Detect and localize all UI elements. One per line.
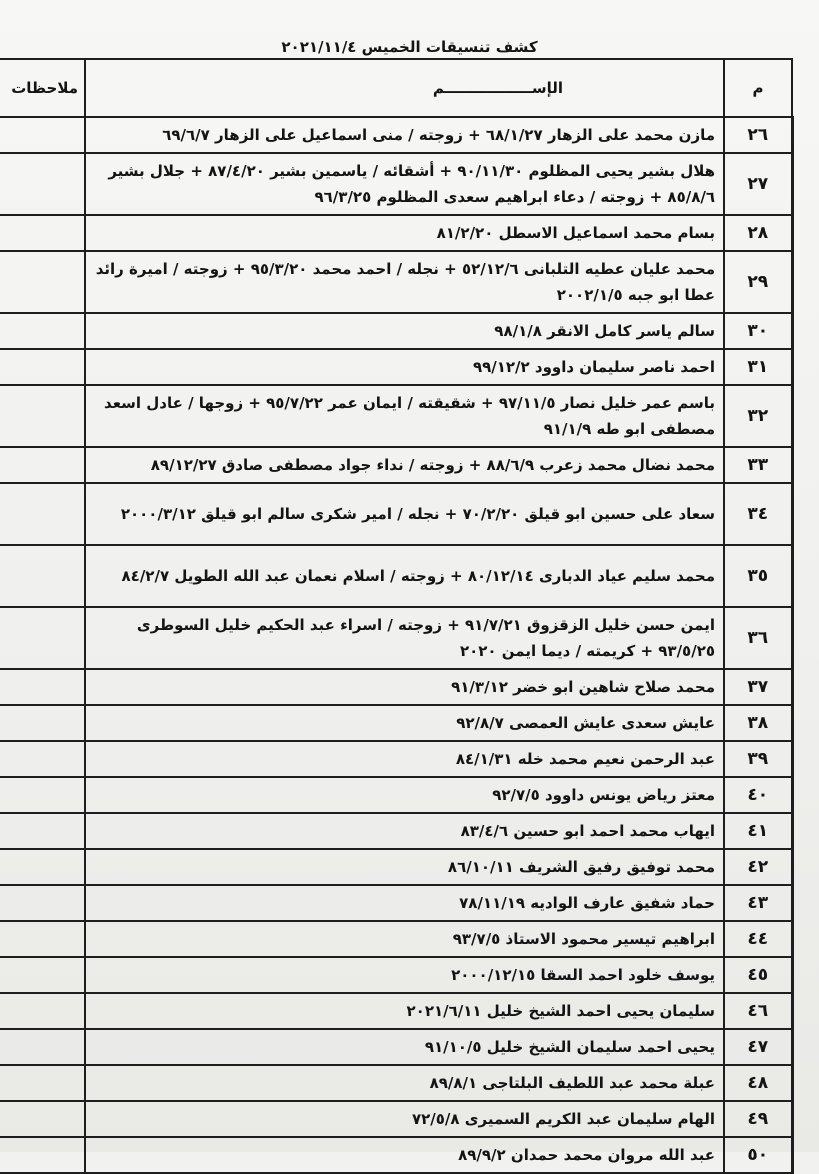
row-name: سليمان يحيى احمد الشيخ خليل ٢٠٢١/٦/١١ — [85, 993, 724, 1029]
header-notes: ملاحظات — [0, 59, 85, 117]
row-number: ٣٨ — [724, 705, 792, 741]
row-number: ٣٢ — [724, 385, 792, 447]
row-name: محمد عليان عطيه التلبانى ٥٢/١٢/٦ + نجله / احمد محمد ٩٥/٣/٢٠ + زوجته / اميرة رائد عطا ابو جبه ٢٠٠٢/١/٥ — [85, 251, 724, 313]
table-row — [0, 1137, 792, 1173]
row-name: يوسف خلود احمد السقا ٢٠٠٠/١٢/١٥ — [85, 957, 724, 993]
row-number: ٣١ — [724, 349, 792, 385]
table-row — [0, 215, 792, 251]
table-row — [0, 777, 792, 813]
row-number: ٣٤ — [724, 483, 792, 545]
row-notes — [0, 921, 85, 957]
row-notes — [0, 545, 85, 607]
row-notes — [0, 1101, 85, 1137]
row-name: عبد الله مروان محمد حمدان ٨٩/٩/٢ — [85, 1137, 724, 1173]
row-name: احمد ناصر سليمان داوود ٩٩/١٢/٢ — [85, 349, 724, 385]
table-row — [0, 607, 792, 669]
row-number: ٤٦ — [724, 993, 792, 1029]
table-row — [0, 993, 792, 1029]
table-row — [0, 545, 792, 607]
row-notes — [0, 153, 85, 215]
table-row — [0, 921, 792, 957]
row-notes — [0, 813, 85, 849]
row-number: ٢٦ — [724, 117, 792, 153]
row-notes — [0, 215, 85, 251]
table-row — [0, 1101, 792, 1137]
table-row — [0, 705, 792, 741]
table-row — [0, 447, 792, 483]
row-notes — [0, 957, 85, 993]
table-row — [0, 813, 792, 849]
row-notes — [0, 669, 85, 705]
row-number: ٤٢ — [724, 849, 792, 885]
row-notes — [0, 705, 85, 741]
row-name: محمد توفيق رفيق الشريف ٨٦/١٠/١١ — [85, 849, 724, 885]
row-notes — [0, 1065, 85, 1101]
row-notes — [0, 607, 85, 669]
table-row — [0, 251, 792, 313]
row-name: ايمن حسن خليل الزقزوق ٩١/٧/٢١ + زوجته / اسراء عبد الحكيم خليل السوطرى ٩٣/٥/٢٥ + كريمته / ديما ايمن ٢٠٢٠ — [85, 607, 724, 669]
row-name: باسم عمر خليل نصار ٩٧/١١/٥ + شقيقته / ايمان عمر ٩٥/٧/٢٢ + زوجها / عادل اسعد مصطفى ابو طه ٩١/١/٩ — [85, 385, 724, 447]
table-row — [0, 153, 792, 215]
row-name: عايش سعدى عايش العمصى ٩٢/٨/٧ — [85, 705, 724, 741]
row-notes — [0, 483, 85, 545]
table-row — [0, 957, 792, 993]
row-notes — [0, 313, 85, 349]
row-notes — [0, 447, 85, 483]
row-name: عبد الرحمن نعيم محمد خله ٨٤/١/٣١ — [85, 741, 724, 777]
row-name: معتز رياض يونس داوود ٩٢/٧/٥ — [85, 777, 724, 813]
table-row — [0, 885, 792, 921]
row-name: مازن محمد على الزهار ٦٨/١/٢٧ + زوجته / منى اسماعيل على الزهار ٦٩/٦/٧ — [85, 117, 724, 153]
row-name: ابراهيم تيسير محمود الاستاذ ٩٣/٧/٥ — [85, 921, 724, 957]
row-number: ٤٧ — [724, 1029, 792, 1065]
row-number: ٣٩ — [724, 741, 792, 777]
table-row — [0, 349, 792, 385]
table-row — [0, 117, 792, 153]
row-number: ٢٧ — [724, 153, 792, 215]
row-notes — [0, 117, 85, 153]
row-notes — [0, 741, 85, 777]
row-number: ٣٣ — [724, 447, 792, 483]
row-number: ٤٩ — [724, 1101, 792, 1137]
row-number: ٣٥ — [724, 545, 792, 607]
row-number: ٤٣ — [724, 885, 792, 921]
row-number: ٤١ — [724, 813, 792, 849]
row-name: بسام محمد اسماعيل الاسطل ٨١/٢/٢٠ — [85, 215, 724, 251]
header-name: الإســـــــــــــــــم — [85, 59, 724, 117]
row-notes — [0, 777, 85, 813]
row-notes — [0, 349, 85, 385]
table-row — [0, 849, 792, 885]
table-header-row — [0, 59, 792, 117]
row-name: محمد سليم عياد الدبارى ٨٠/١٢/١٤ + زوجته / اسلام نعمان عبد الله الطويل ٨٤/٢/٧ — [85, 545, 724, 607]
table-row — [0, 1065, 792, 1101]
row-notes — [0, 1137, 85, 1173]
names-table — [0, 58, 794, 1174]
row-number: ٤٠ — [724, 777, 792, 813]
row-notes — [0, 251, 85, 313]
header-num: م — [724, 59, 792, 117]
row-number: ٤٨ — [724, 1065, 792, 1101]
row-name: هلال بشير يحيى المظلوم ٩٠/١١/٣٠ + أشقائه / ياسمين بشير ٨٧/٤/٢٠ + جلال بشير ٨٥/٨/٦ + زوجته / دعاء ابراهيم سعدى المظلوم ٩٦/٣/٢٥ — [85, 153, 724, 215]
row-number: ٥٠ — [724, 1137, 792, 1173]
row-name: ايهاب محمد احمد ابو حسين ٨٣/٤/٦ — [85, 813, 724, 849]
row-name: عبلة محمد عبد اللطيف البلتاجى ٨٩/٨/١ — [85, 1065, 724, 1101]
row-number: ٤٥ — [724, 957, 792, 993]
row-number: ٣٠ — [724, 313, 792, 349]
row-name: يحيى احمد سليمان الشيخ خليل ٩١/١٠/٥ — [85, 1029, 724, 1065]
table-row — [0, 669, 792, 705]
row-number: ٢٩ — [724, 251, 792, 313]
page-title: كشف تنسيقات الخميس ٢٠٢١/١١/٤ — [281, 38, 538, 56]
table-row — [0, 741, 792, 777]
row-name: الهام سليمان عبد الكريم السميرى ٧٢/٥/٨ — [85, 1101, 724, 1137]
row-notes — [0, 1029, 85, 1065]
row-name: سعاد على حسين ابو قيلق ٧٠/٢/٢٠ + نجله / امير شكرى سالم ابو قيلق ٢٠٠٠/٣/١٢ — [85, 483, 724, 545]
row-notes — [0, 885, 85, 921]
row-name: محمد صلاح شاهين ابو خضر ٩١/٣/١٢ — [85, 669, 724, 705]
table-row — [0, 313, 792, 349]
table-row — [0, 1029, 792, 1065]
row-notes — [0, 385, 85, 447]
row-name: حماد شفيق عارف الواديه ٧٨/١١/١٩ — [85, 885, 724, 921]
row-number: ٣٦ — [724, 607, 792, 669]
row-number: ٣٧ — [724, 669, 792, 705]
row-notes — [0, 849, 85, 885]
row-name: محمد نضال محمد زعرب ٨٨/٦/٩ + زوجته / نداء جواد مصطفى صادق ٨٩/١٢/٢٧ — [85, 447, 724, 483]
row-number: ٤٤ — [724, 921, 792, 957]
row-number: ٢٨ — [724, 215, 792, 251]
table-row — [0, 385, 792, 447]
table-row — [0, 483, 792, 545]
row-notes — [0, 993, 85, 1029]
row-name: سالم ياسر كامل الانقر ٩٨/١/٨ — [85, 313, 724, 349]
